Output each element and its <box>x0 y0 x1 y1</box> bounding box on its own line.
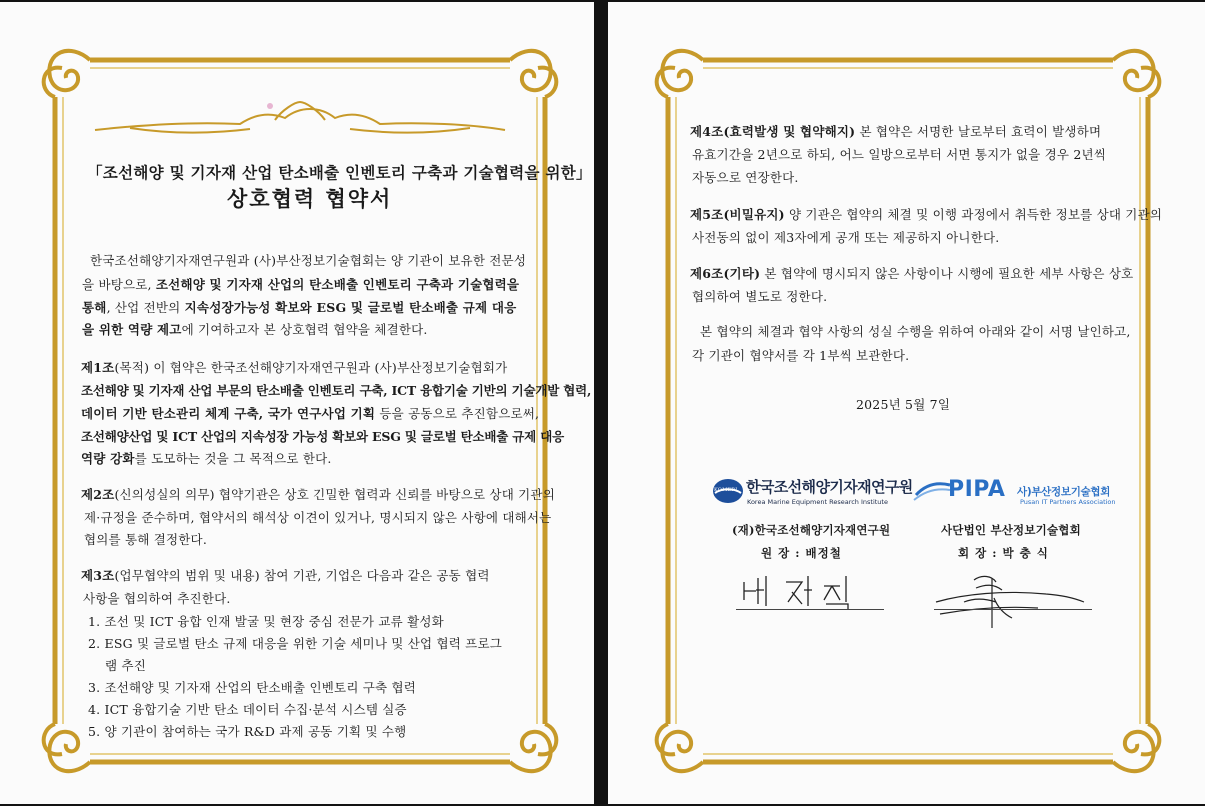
signature-park-icon <box>934 568 1094 634</box>
list-item: 3. 조선해양 및 기자재 산업의 탄소배출 인벤토리 구축 협력 <box>88 680 417 695</box>
left-page: 「조선해양 및 기자재 산업 탄소배출 인벤토리 구축과 기술협력을 위한」 상호협력 협약서 한국조선해양기자재연구원과 (사)부산정보기술협회는 양 기관이 보유한 전문성 을 바탕으로, 조선해양 및 기자재 산업의 탄소배출 인벤토리 구축과 기술협력을 통해, 산업 전반의 지속성장가능성 확보와 ESG 및 글로벌 탄소배출 규제 대응 을 위한 역량 제고에 기여하고자 본 상호협력 협약을 체결한다. 제1조(목적) 이 협약은 한국조선해양기자재연구원과 (사)부산정보기술협회가 조선해양 및 기자재 산업 부문의 탄소배출 인벤토리 구축, ICT 융합기술 기반의 기술개발 협력, 데이터 기반 탄소관리 체계 구축, 국가 연구사업 기획 등을 공동으로 추진함으로써, 조선해양산업 및 ICT 산업의 지속성장 가능성 확보와 ESG 및 글로벌 탄소배출 규제 대응 역량 강화를 도모하는 것을 그 목적으로 한다. 제2조(신의성실의 의무) 협약기관은 상호 긴밀한 협력과 신뢰를 바탕으로 상대 기관의 제·규정을 준수하며, 협약서의 해석상 이견이 있거나, 명시되지 않은 사항에 대해서는 협의를 통해 결정한다. 제3조(업무협약의 범위 및 내용) 참여 기관, 기업은 다음과 같은 공동 협력 사항을 협의하여 추진한다. 1. 조선 및 ICT 융합 인재 발굴 및 현장 중심 전문가 교류 활성화 2. ESG 및 글로벌 탄소 규제 대응을 위한 기술 세미나 및 산업 협력 프로그 램 추진 3. 조선해양 및 기자재 산업의 탄소배출 인벤토리 구축 협력 4. ICT 융합기술 기반 탄소 데이터 수집·분석 시스템 실증 5. 양 기관이 참여하는 국가 R&D 과제 공동 기획 및 수행 <box>0 2 594 804</box>
list-item: 2. ESG 및 글로벌 탄소 규제 대응을 위한 기술 세미나 및 산업 협력 프로그 <box>88 636 503 651</box>
party1-org: (재)한국조선해양기자재연구원 <box>732 523 891 537</box>
pipa-logo-mark: PIPA <box>948 477 1006 502</box>
ornament-flourish <box>95 102 505 133</box>
list-item: 1. 조선 및 ICT 융합 인재 발굴 및 현장 중심 전문가 교류 활성화 <box>88 614 444 629</box>
right-page: 제4조(효력발생 및 협약해지) 본 협약은 서명한 날로부터 효력이 발생하며 유효기간을 2년으로 하되, 어느 일방으로부터 서면 통지가 없을 경우 2년씩 자동으로 연장한다. 제5조(비밀유지) 양 기관은 협약의 체결 및 이행 과정에서 취득한 정보를 상대 기관의 사전동의 없이 제3자에게 공개 또는 제공하지 아니한다. 제6조(기타) 본 협약에 명시되지 않은 사항이나 시행에 필요한 세부 사항은 상호 협의하여 별도로 정한다. 본 협약의 체결과 협약 사항의 성실 수행을 위하여 아래와 같이 서명 날인하고, 각 기관이 협약서를 각 1부씩 보관한다. 2025년 5월 7일 KOMERI 한국조선해양기자재연구원 Korea Marine Equipment Research Institute (재)한국조선해양기자재연구원 원 장 : 배정철 PIPA 사)부산정보기술협회 Pusan IT Partners Association 사단법인 부산정보기술협회 회 장 : 박 충 식 <box>608 2 1205 804</box>
komeri-logo-mark: KOMERI <box>714 487 738 493</box>
signature-line <box>934 609 1092 610</box>
agreement-title: 상호협력 협약서 <box>227 186 393 211</box>
party2-signer: 회 장 : 박 충 식 <box>958 546 1049 560</box>
pipa-logo-icon <box>912 480 952 502</box>
party1-signer: 원 장 : 배정철 <box>761 546 842 560</box>
party2-org: 사단법인 부산정보기술협회 <box>941 523 1081 537</box>
pipa-logo-name: 사)부산정보기술협회 <box>1017 486 1111 498</box>
signature-line <box>736 609 884 610</box>
pipa-logo-english: Pusan IT Partners Association <box>1020 498 1116 506</box>
list-item: 5. 양 기관이 참여하는 국가 R&D 과제 공동 기획 및 수행 <box>88 724 407 739</box>
komeri-logo-english: Korea Marine Equipment Research Institute <box>747 498 888 506</box>
komeri-logo-name: 한국조선해양기자재연구원 <box>746 478 913 496</box>
signature-bae-icon <box>736 570 876 614</box>
signing-date: 2025년 5월 7일 <box>856 397 951 412</box>
agreement-subtitle: 「조선해양 및 기자재 산업 탄소배출 인벤토리 구축과 기술협력을 위한」 <box>87 163 592 182</box>
list-item: 4. ICT 융합기술 기반 탄소 데이터 수집·분석 시스템 실증 <box>88 702 407 717</box>
